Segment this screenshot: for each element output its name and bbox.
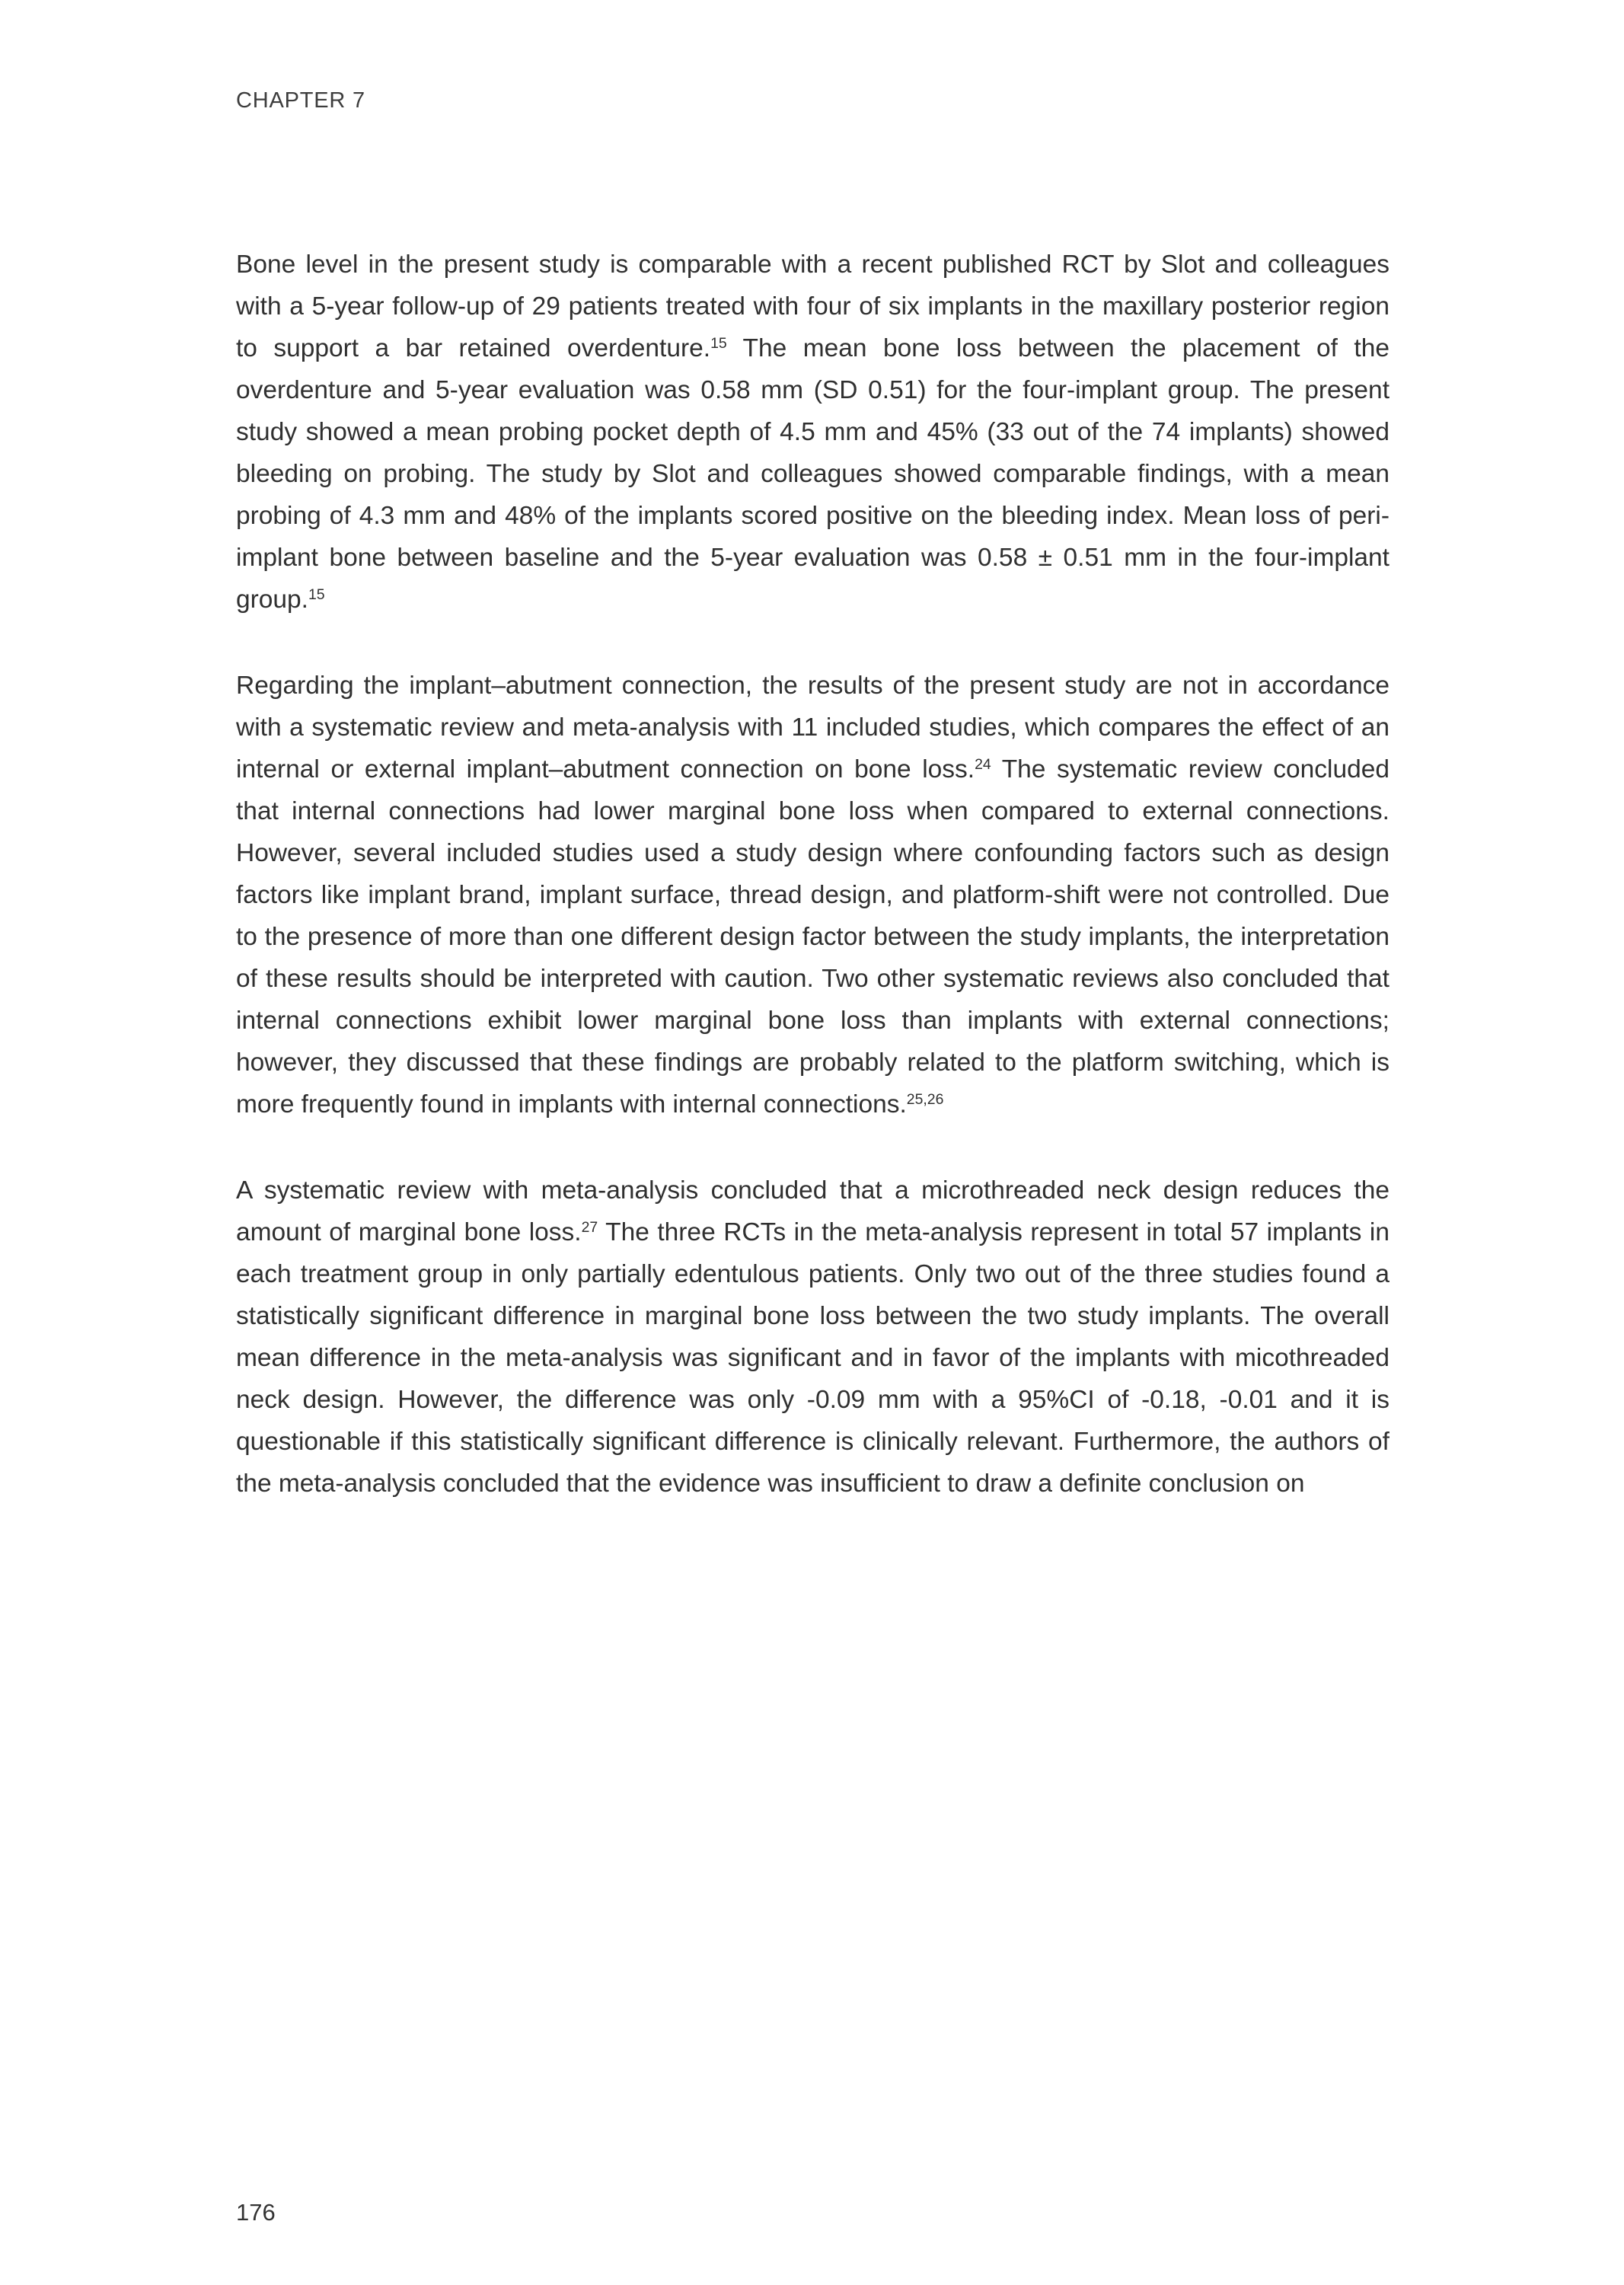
- citation-superscript: 24: [975, 756, 991, 774]
- citation-superscript: 15: [308, 586, 325, 604]
- body-text: [236, 244, 1389, 1505]
- paragraph-text: The mean bone loss between the placement of the overdenture and 5-year evaluation was 0.58 mm (SD 0.51) for the four-implant group. The present study showed a mean probing pocket depth of 4.5 mm and 45% (33 out of the 74 implants) showed bleeding on probing. The study by Slot and colleagues showed comparable findings, with a mean probing of 4.3 mm and 48% of the implants scored positive on the bleeding index. Mean loss of peri-implant bone between baseline and the 5-year evaluation was 0.58 ± 0.51 mm in the four-implant group.: [236, 334, 1389, 614]
- paragraph: [236, 244, 1389, 621]
- paragraph-text: The three RCTs in the meta-analysis represent in total 57 implants in each treatment group in only partially edentulous patients. Only two out of the three studies found a statistically significant difference in marginal bone loss between the two study implants. The overall mean difference in the meta-analysis was significant and in favor of the implants with micothreaded neck design. However, the difference was only -0.09 mm with a 95%CI of -0.18, -0.01 and it is questionable if this statistically significant difference is clinically relevant. Furthermore, the authors of the meta-analysis concluded that the evidence was insufficient to draw a definite conclusion on: [236, 1218, 1389, 1498]
- paragraph: [236, 1170, 1389, 1505]
- citation-superscript: 27: [581, 1219, 598, 1237]
- paragraph: [236, 665, 1389, 1125]
- paragraph-text: A systematic review with meta-analysis concluded that a microthreaded neck design reduces the amount of marginal bone loss.: [236, 1176, 1389, 1246]
- paragraph-text: The systematic review concluded that internal connections had lower marginal bone loss when compared to external connections. However, several included studies used a study design where confounding factors such as design factors like implant brand, implant surface, thread design, and platform-shift were not controlled. Due to the presence of more than one different design factor between the study implants, the interpretation of these results should be interpreted with caution. Two other systematic reviews also concluded that internal connections exhibit lower marginal bone loss than implants with external connections; however, they discussed that these findings are probably related to the platform switching, which is more frequently found in implants with internal connections.: [236, 755, 1390, 1119]
- paragraph-text: Regarding the implant–abutment connection, the results of the present study are not in accordance with a systematic review and meta-analysis with 11 included studies, which compares the effect of an internal or external implant–abutment connection on bone loss.: [236, 672, 1389, 783]
- page-number: 176: [236, 2199, 276, 2226]
- citation-superscript: 15: [710, 335, 727, 353]
- paragraph-text: Bone level in the present study is comparable with a recent published RCT by Slot and colleagues with a 5-year follow-up of 29 patients treated with four of six implants in the maxillary posterior region to support a bar retained overdenture.: [236, 251, 1389, 362]
- chapter-header: CHAPTER 7: [236, 88, 365, 113]
- citation-superscript: 25,26: [906, 1091, 944, 1109]
